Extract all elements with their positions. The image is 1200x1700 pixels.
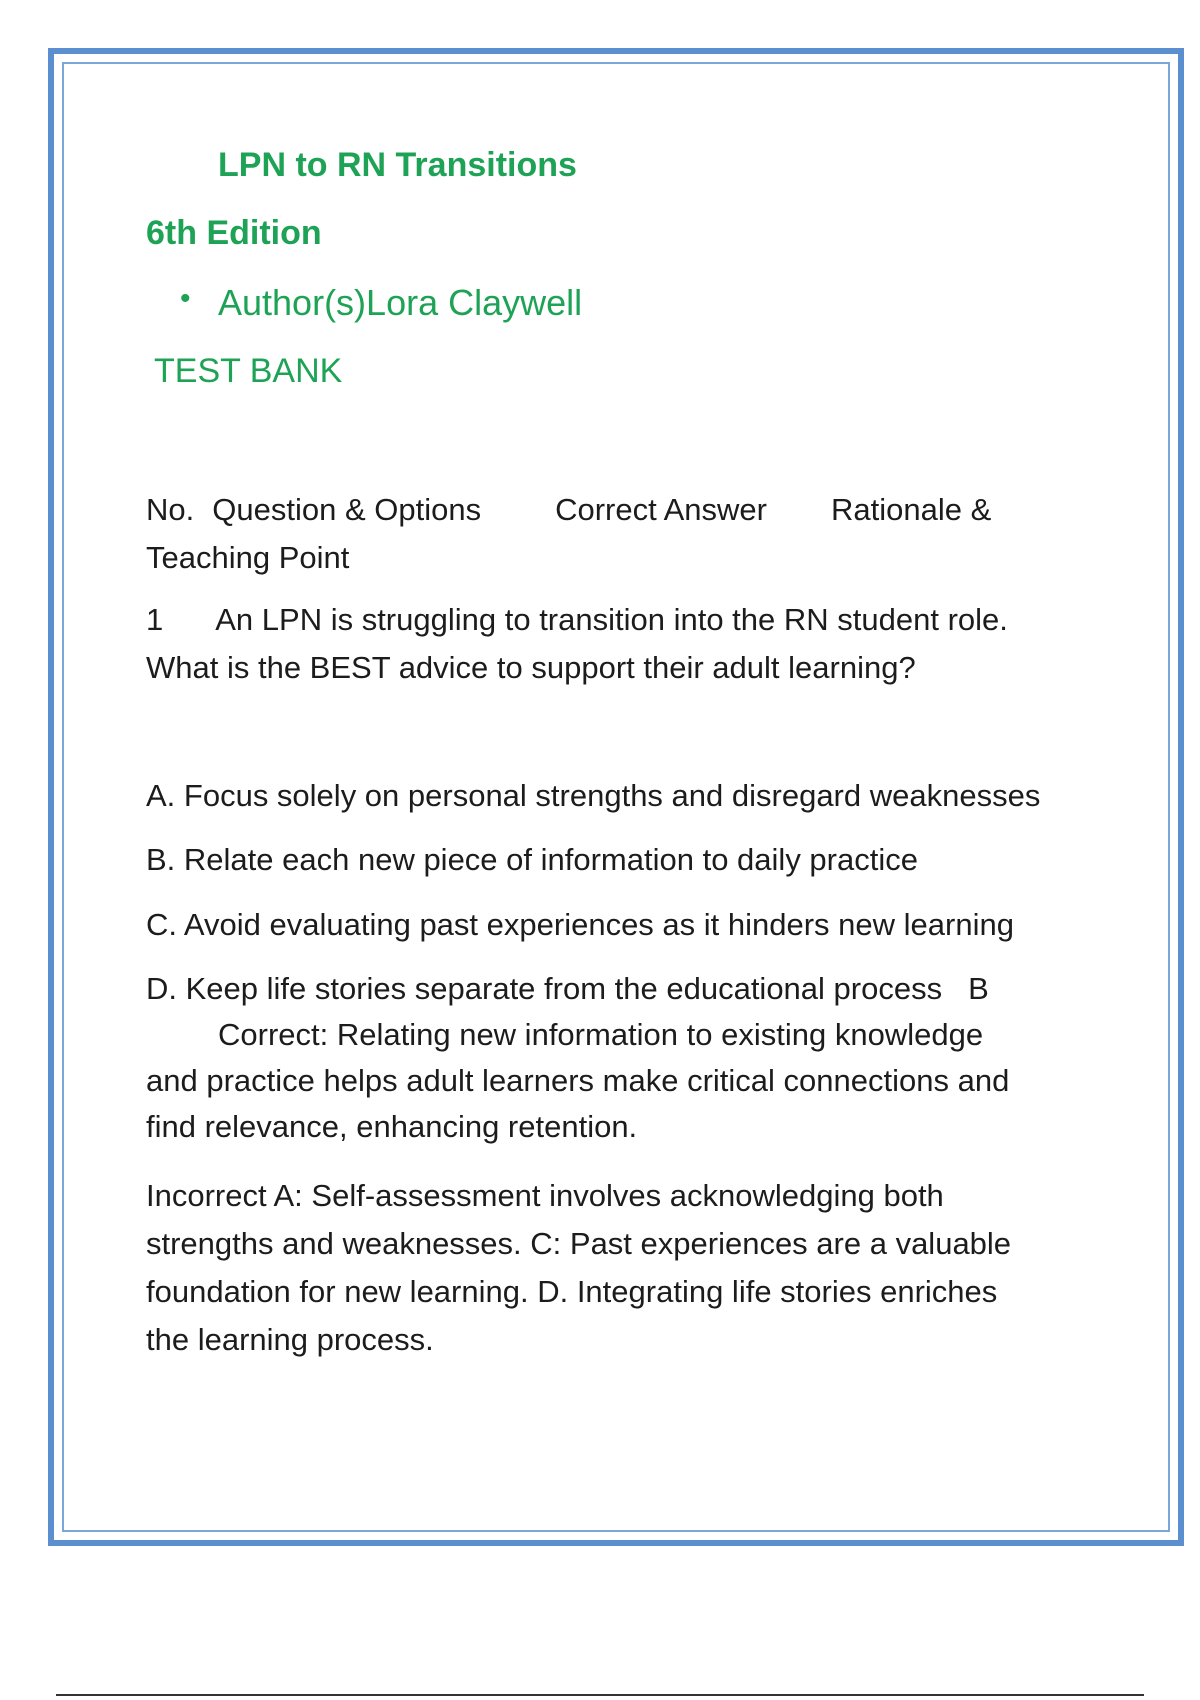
question-stem <box>146 596 1096 692</box>
book-edition: 6th Edition <box>146 214 322 252</box>
test-bank-label: TEST BANK <box>154 352 343 390</box>
book-title: LPN to RN Transitions <box>218 146 577 184</box>
option-c: C. Avoid evaluating past experiences as it hinders new learning <box>146 907 1014 942</box>
option-d: D. Keep life stories separate from the educational process <box>146 971 943 1006</box>
correct-rationale-line-2: and practice helps adult learners make critical connections and <box>146 1063 1010 1098</box>
option-b: B. Relate each new piece of information to daily practice <box>146 842 918 877</box>
option-a: A. Focus solely on personal strengths and disregard weaknesses <box>146 778 1041 813</box>
header-answer: Correct Answer <box>555 492 767 527</box>
option-d-and-rationale <box>146 966 1096 1150</box>
correct-answer: B <box>968 971 989 1006</box>
question-number: 1 <box>146 602 164 637</box>
incorrect-rationale-line-2: strengths and weaknesses. C: Past experiences are a valuable <box>146 1226 1012 1261</box>
header-teaching-point: Teaching Point <box>146 540 350 575</box>
incorrect-rationale-line-3: foundation for new learning. D. Integrating life stories enriches <box>146 1274 998 1309</box>
correct-rationale-line-3: find relevance, enhancing retention. <box>146 1109 638 1144</box>
correct-rationale-line-1: Correct: Relating new information to existing knowledge <box>218 1017 984 1052</box>
incorrect-rationale-line-4: the learning process. <box>146 1322 434 1357</box>
bullet-icon: • <box>180 282 191 315</box>
header-no: No. <box>146 492 195 527</box>
question-text-line-2: What is the BEST advice to support their adult learning? <box>146 650 916 685</box>
footer-divider <box>56 1694 1144 1696</box>
header-rationale: Rationale & <box>830 492 992 527</box>
incorrect-rationale-line-1: Incorrect A: Self-assessment involves acknowledging both <box>146 1178 944 1213</box>
book-author: Author(s)Lora Claywell <box>218 282 583 323</box>
incorrect-rationale <box>146 1172 1096 1364</box>
table-header <box>146 486 1096 582</box>
question-text-line-1: An LPN is struggling to transition into the RN student role. <box>215 602 1008 637</box>
header-question: Question & Options <box>212 492 482 527</box>
